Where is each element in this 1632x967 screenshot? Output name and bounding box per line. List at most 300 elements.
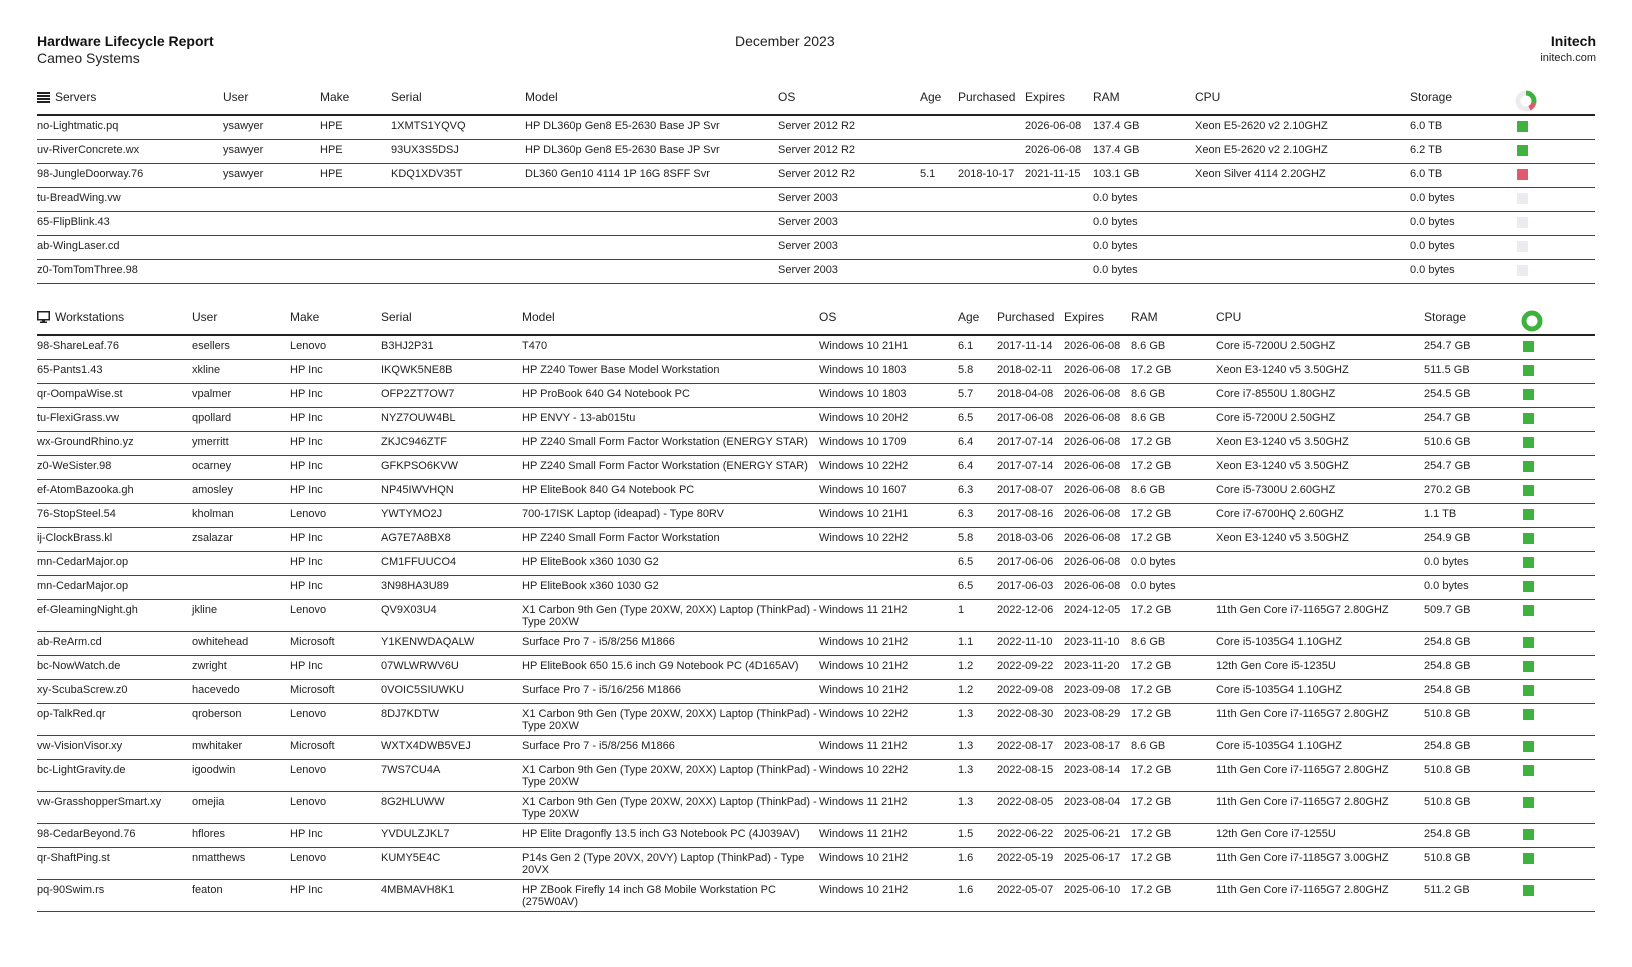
cell-age: [920, 260, 958, 284]
cell-user: owhitehead: [192, 632, 290, 656]
workstations-status-donut: [1521, 310, 1543, 332]
cell-status: [1510, 164, 1595, 188]
cell-user: ysawyer: [223, 140, 320, 164]
cell-model: [525, 260, 778, 284]
cell-model: HP ProBook 640 G4 Notebook PC: [522, 384, 819, 408]
cell-purchased: 2022-09-08: [997, 680, 1064, 704]
cell-os: [819, 552, 958, 576]
workstations-table: [37, 299, 1595, 912]
status-indicator: [1523, 557, 1534, 568]
cell-status: [1516, 880, 1595, 912]
cell-serial: 07WLWRWV6U: [381, 656, 522, 680]
cell-user: xkline: [192, 360, 290, 384]
status-indicator: [1517, 169, 1528, 180]
cell-cpu: Xeon E3-1240 v5 3.50GHZ: [1216, 456, 1424, 480]
cell-serial: B3HJ2P31: [381, 335, 522, 360]
cell-make: Lenovo: [290, 335, 381, 360]
cell-os: Windows 10 1803: [819, 360, 958, 384]
cell-storage: 254.7 GB: [1424, 335, 1516, 360]
cell-os: Windows 11 21H2: [819, 824, 958, 848]
cell-cpu: Core i5-7200U 2.50GHZ: [1216, 335, 1424, 360]
servers-section-title: Servers: [37, 79, 223, 115]
cell-serial: NP45IWVHQN: [381, 480, 522, 504]
cell-name: ab-ReArm.cd: [37, 632, 192, 656]
cell-serial: ZKJC946ZTF: [381, 432, 522, 456]
cell-age: 1.1: [958, 632, 997, 656]
cell-cpu: Xeon E5-2620 v2 2.10GHZ: [1195, 115, 1410, 140]
cell-user: nmatthews: [192, 848, 290, 880]
cell-name: no-Lightmatic.pq: [37, 115, 223, 140]
status-indicator: [1523, 829, 1534, 840]
cell-purchased: 2022-08-15: [997, 760, 1064, 792]
cell-ram: 17.2 GB: [1131, 528, 1216, 552]
cell-expires: 2026-06-08: [1064, 432, 1131, 456]
status-indicator: [1523, 797, 1534, 808]
cell-expires: 2026-06-08: [1064, 576, 1131, 600]
cell-expires: 2026-06-08: [1064, 528, 1131, 552]
cell-os: Windows 11 21H2: [819, 600, 958, 632]
cell-cpu: Core i5-1035G4 1.10GHZ: [1216, 632, 1424, 656]
cell-model: HP Elite Dragonfly 13.5 inch G3 Notebook PC (4J039AV): [522, 824, 819, 848]
cell-status: [1516, 408, 1595, 432]
col-purchased: Purchased: [958, 79, 1025, 115]
cell-age: [920, 188, 958, 212]
cell-ram: 0.0 bytes: [1093, 260, 1195, 284]
cell-name: ef-AtomBazooka.gh: [37, 480, 192, 504]
col-storage: Storage: [1424, 299, 1516, 335]
cell-name: z0-TomTomThree.98: [37, 260, 223, 284]
col-make: Make: [290, 299, 381, 335]
cell-cpu: Xeon E3-1240 v5 3.50GHZ: [1216, 528, 1424, 552]
cell-user: igoodwin: [192, 760, 290, 792]
cell-name: 98-CedarBeyond.76: [37, 824, 192, 848]
cell-model: X1 Carbon 9th Gen (Type 20XW, 20XX) Laptop (ThinkPad) - Type 20XW: [522, 600, 819, 632]
cell-name: uv-RiverConcrete.wx: [37, 140, 223, 164]
cell-age: 1.3: [958, 760, 997, 792]
cell-make: HP Inc: [290, 576, 381, 600]
cell-purchased: 2017-08-07: [997, 480, 1064, 504]
cell-user: ysawyer: [223, 164, 320, 188]
cell-storage: 0.0 bytes: [1424, 576, 1516, 600]
company-block: [1540, 33, 1596, 64]
cell-storage: 254.8 GB: [1424, 656, 1516, 680]
table-row: [37, 140, 1595, 164]
cell-expires: 2023-08-04: [1064, 792, 1131, 824]
cell-age: [920, 115, 958, 140]
cell-purchased: [958, 212, 1025, 236]
cell-purchased: [958, 236, 1025, 260]
cell-make: HP Inc: [290, 360, 381, 384]
cell-os: Windows 10 1803: [819, 384, 958, 408]
cell-age: 6.1: [958, 335, 997, 360]
cell-name: 98-ShareLeaf.76: [37, 335, 192, 360]
cell-os: Windows 10 22H2: [819, 760, 958, 792]
cell-ram: 8.6 GB: [1131, 632, 1216, 656]
cell-expires: 2023-08-17: [1064, 736, 1131, 760]
col-serial: Serial: [381, 299, 522, 335]
cell-status: [1516, 824, 1595, 848]
cell-expires: 2026-06-08: [1064, 335, 1131, 360]
cell-expires: [1025, 236, 1093, 260]
cell-cpu: Core i5-1035G4 1.10GHZ: [1216, 736, 1424, 760]
cell-model: T470: [522, 335, 819, 360]
cell-serial: 4MBMAVH8K1: [381, 880, 522, 912]
cell-make: [320, 260, 391, 284]
cell-storage: 0.0 bytes: [1410, 260, 1510, 284]
cell-age: [920, 236, 958, 260]
cell-ram: 17.2 GB: [1131, 600, 1216, 632]
cell-user: vpalmer: [192, 384, 290, 408]
cell-purchased: 2018-10-17: [958, 164, 1025, 188]
cell-storage: 0.0 bytes: [1410, 188, 1510, 212]
table-row: [37, 576, 1595, 600]
cell-make: Microsoft: [290, 736, 381, 760]
cell-ram: 17.2 GB: [1131, 360, 1216, 384]
col-cpu: CPU: [1195, 79, 1410, 115]
cell-expires: 2026-06-08: [1064, 504, 1131, 528]
table-row: [37, 212, 1595, 236]
cell-serial: Y1KENWDAQALW: [381, 632, 522, 656]
cell-storage: 6.0 TB: [1410, 115, 1510, 140]
cell-cpu: 11th Gen Core i7-1185G7 3.00GHZ: [1216, 848, 1424, 880]
table-row: [37, 432, 1595, 456]
cell-purchased: 2022-05-19: [997, 848, 1064, 880]
col-purchased: Purchased: [997, 299, 1064, 335]
cell-storage: 511.2 GB: [1424, 880, 1516, 912]
cell-os: Server 2012 R2: [778, 115, 920, 140]
cell-status: [1516, 528, 1595, 552]
cell-os: Server 2003: [778, 260, 920, 284]
cell-os: Windows 10 21H2: [819, 880, 958, 912]
cell-serial: 8G2HLUWW: [381, 792, 522, 824]
cell-serial: [391, 188, 525, 212]
cell-cpu: 12th Gen Core i5-1235U: [1216, 656, 1424, 680]
cell-name: 98-JungleDoorway.76: [37, 164, 223, 188]
cell-status: [1510, 212, 1595, 236]
table-row: [37, 504, 1595, 528]
cell-storage: 510.8 GB: [1424, 760, 1516, 792]
cell-ram: 17.2 GB: [1131, 704, 1216, 736]
cell-name: wx-GroundRhino.yz: [37, 432, 192, 456]
cell-age: 6.3: [958, 504, 997, 528]
cell-serial: AG7E7A8BX8: [381, 528, 522, 552]
cell-expires: 2023-08-14: [1064, 760, 1131, 792]
cell-storage: 254.9 GB: [1424, 528, 1516, 552]
cell-make: HP Inc: [290, 480, 381, 504]
cell-os: Windows 10 22H2: [819, 456, 958, 480]
cell-model: HP DL360p Gen8 E5-2630 Base JP Svr: [525, 140, 778, 164]
cell-age: 6.5: [958, 552, 997, 576]
cell-expires: 2023-09-08: [1064, 680, 1131, 704]
cell-ram: 8.6 GB: [1131, 408, 1216, 432]
cell-serial: QV9X03U4: [381, 600, 522, 632]
cell-storage: 510.8 GB: [1424, 848, 1516, 880]
cell-os: Windows 10 22H2: [819, 704, 958, 736]
cell-user: omejia: [192, 792, 290, 824]
col-os: OS: [778, 79, 920, 115]
cell-model: [525, 236, 778, 260]
cell-serial: 7WS7CU4A: [381, 760, 522, 792]
cell-ram: 17.2 GB: [1131, 656, 1216, 680]
status-indicator: [1523, 461, 1534, 472]
cell-storage: 1.1 TB: [1424, 504, 1516, 528]
cell-name: qr-OompaWise.st: [37, 384, 192, 408]
cell-make: [320, 188, 391, 212]
table-row: [37, 360, 1595, 384]
cell-expires: 2026-06-08: [1064, 384, 1131, 408]
cell-status: [1510, 115, 1595, 140]
cell-os: Server 2012 R2: [778, 140, 920, 164]
report-header: [37, 33, 214, 66]
cell-purchased: 2017-06-03: [997, 576, 1064, 600]
cell-cpu: Core i5-1035G4 1.10GHZ: [1216, 680, 1424, 704]
cell-name: bc-LightGravity.de: [37, 760, 192, 792]
cell-model: X1 Carbon 9th Gen (Type 20XW, 20XX) Laptop (ThinkPad) - Type 20XW: [522, 704, 819, 736]
cell-cpu: 11th Gen Core i7-1165G7 2.80GHZ: [1216, 600, 1424, 632]
cell-user: zwright: [192, 656, 290, 680]
cell-age: 1.6: [958, 848, 997, 880]
cell-model: P14s Gen 2 (Type 20VX, 20VY) Laptop (ThinkPad) - Type 20VX: [522, 848, 819, 880]
cell-user: jkline: [192, 600, 290, 632]
servers-status-donut: [1515, 90, 1537, 112]
table-row: [37, 760, 1595, 792]
status-indicator: [1523, 533, 1534, 544]
cell-storage: 510.6 GB: [1424, 432, 1516, 456]
status-indicator: [1523, 661, 1534, 672]
cell-name: vw-GrasshopperSmart.xy: [37, 792, 192, 824]
cell-purchased: 2022-08-17: [997, 736, 1064, 760]
cell-age: 5.8: [958, 360, 997, 384]
cell-purchased: [958, 140, 1025, 164]
cell-serial: YWTYMO2J: [381, 504, 522, 528]
col-ram: RAM: [1131, 299, 1216, 335]
cell-user: ymerritt: [192, 432, 290, 456]
cell-age: [920, 140, 958, 164]
cell-expires: 2024-12-05: [1064, 600, 1131, 632]
col-age: Age: [920, 79, 958, 115]
cell-model: Surface Pro 7 - i5/8/256 M1866: [522, 736, 819, 760]
table-row: [37, 528, 1595, 552]
col-age: Age: [958, 299, 997, 335]
cell-expires: [1025, 260, 1093, 284]
cell-ram: 0.0 bytes: [1093, 188, 1195, 212]
cell-age: 6.5: [958, 576, 997, 600]
cell-status: [1516, 504, 1595, 528]
table-row: [37, 456, 1595, 480]
col-ram: RAM: [1093, 79, 1195, 115]
cell-cpu: [1195, 260, 1410, 284]
cell-name: bc-NowWatch.de: [37, 656, 192, 680]
cell-expires: 2026-06-08: [1064, 360, 1131, 384]
cell-status: [1516, 576, 1595, 600]
workstations-header-row: [37, 299, 1595, 335]
cell-age: 6.5: [958, 408, 997, 432]
status-indicator: [1523, 709, 1534, 720]
col-storage: Storage: [1410, 79, 1510, 115]
cell-ram: 103.1 GB: [1093, 164, 1195, 188]
status-indicator: [1517, 145, 1528, 156]
cell-name: mn-CedarMajor.op: [37, 552, 192, 576]
cell-cpu: 11th Gen Core i7-1165G7 2.80GHZ: [1216, 880, 1424, 912]
cell-age: 6.3: [958, 480, 997, 504]
table-row: [37, 164, 1595, 188]
col-user: User: [223, 79, 320, 115]
status-indicator: [1523, 765, 1534, 776]
cell-status: [1516, 760, 1595, 792]
cell-user: amosley: [192, 480, 290, 504]
donut-segment-ok: [1524, 313, 1540, 329]
cell-expires: [1025, 212, 1093, 236]
cell-serial: CM1FFUUCO4: [381, 552, 522, 576]
cell-make: Lenovo: [290, 504, 381, 528]
cell-age: 1.2: [958, 656, 997, 680]
cell-serial: GFKPSO6KVW: [381, 456, 522, 480]
cell-model: Surface Pro 7 - i5/8/256 M1866: [522, 632, 819, 656]
cell-cpu: Core i5-7300U 2.60GHZ: [1216, 480, 1424, 504]
table-row: [37, 260, 1595, 284]
cell-make: Lenovo: [290, 848, 381, 880]
cell-serial: 1XMTS1YQVQ: [391, 115, 525, 140]
cell-user: zsalazar: [192, 528, 290, 552]
cell-make: Lenovo: [290, 600, 381, 632]
cell-purchased: 2018-02-11: [997, 360, 1064, 384]
cell-expires: 2021-11-15: [1025, 164, 1093, 188]
cell-status: [1516, 792, 1595, 824]
servers-status-chart-cell: [1510, 79, 1595, 115]
client-name: Cameo Systems: [37, 50, 140, 66]
cell-expires: 2023-11-20: [1064, 656, 1131, 680]
cell-cpu: [1195, 236, 1410, 260]
cell-age: 1.2: [958, 680, 997, 704]
cell-user: qroberson: [192, 704, 290, 736]
cell-purchased: 2017-07-14: [997, 432, 1064, 456]
cell-model: HP EliteBook 840 G4 Notebook PC: [522, 480, 819, 504]
cell-purchased: 2022-11-10: [997, 632, 1064, 656]
cell-os: Windows 10 1607: [819, 480, 958, 504]
cell-purchased: [958, 115, 1025, 140]
table-row: [37, 824, 1595, 848]
cell-purchased: 2022-12-06: [997, 600, 1064, 632]
cell-storage: 509.7 GB: [1424, 600, 1516, 632]
cell-age: 5.7: [958, 384, 997, 408]
col-user: User: [192, 299, 290, 335]
cell-os: Windows 10 21H2: [819, 848, 958, 880]
cell-expires: 2025-06-17: [1064, 848, 1131, 880]
cell-os: Windows 10 21H1: [819, 335, 958, 360]
cell-serial: 8DJ7KDTW: [381, 704, 522, 736]
cell-name: z0-WeSister.98: [37, 456, 192, 480]
servers-table: [37, 79, 1595, 284]
cell-status: [1516, 384, 1595, 408]
cell-expires: 2023-11-10: [1064, 632, 1131, 656]
cell-ram: 17.2 GB: [1131, 504, 1216, 528]
status-indicator: [1517, 217, 1528, 228]
cell-model: HP EliteBook 650 15.6 inch G9 Notebook PC (4D165AV): [522, 656, 819, 680]
cell-storage: 254.7 GB: [1424, 408, 1516, 432]
cell-status: [1516, 480, 1595, 504]
cell-status: [1510, 188, 1595, 212]
company-website: initech.com: [1540, 52, 1596, 64]
col-make: Make: [320, 79, 391, 115]
table-row: [37, 680, 1595, 704]
cell-name: ab-WingLaser.cd: [37, 236, 223, 260]
table-row: [37, 736, 1595, 760]
cell-cpu: Xeon E3-1240 v5 3.50GHZ: [1216, 360, 1424, 384]
cell-cpu: [1216, 552, 1424, 576]
cell-name: 65-Pants1.43: [37, 360, 192, 384]
cell-serial: NYZ7OUW4BL: [381, 408, 522, 432]
status-indicator: [1523, 685, 1534, 696]
cell-serial: KUMY5E4C: [381, 848, 522, 880]
cell-os: Windows 10 21H2: [819, 632, 958, 656]
cell-make: HP Inc: [290, 656, 381, 680]
cell-cpu: 11th Gen Core i7-1165G7 2.80GHZ: [1216, 760, 1424, 792]
cell-purchased: 2022-09-22: [997, 656, 1064, 680]
cell-model: DL360 Gen10 4114 1P 16G 8SFF Svr: [525, 164, 778, 188]
cell-serial: YVDULZJKL7: [381, 824, 522, 848]
cell-model: Surface Pro 7 - i5/16/256 M1866: [522, 680, 819, 704]
cell-serial: KDQ1XDV35T: [391, 164, 525, 188]
cell-purchased: 2022-05-07: [997, 880, 1064, 912]
cell-purchased: 2017-06-06: [997, 552, 1064, 576]
table-row: [37, 188, 1595, 212]
status-indicator: [1523, 365, 1534, 376]
cell-name: 76-StopSteel.54: [37, 504, 192, 528]
cell-status: [1516, 656, 1595, 680]
cell-user: qpollard: [192, 408, 290, 432]
cell-ram: 137.4 GB: [1093, 140, 1195, 164]
cell-age: 1.3: [958, 704, 997, 736]
cell-user: [192, 576, 290, 600]
status-indicator: [1523, 605, 1534, 616]
cell-model: HP ENVY - 13-ab015tu: [522, 408, 819, 432]
cell-cpu: 11th Gen Core i7-1165G7 2.80GHZ: [1216, 704, 1424, 736]
cell-model: HP DL360p Gen8 E5-2630 Base JP Svr: [525, 115, 778, 140]
cell-ram: 0.0 bytes: [1131, 552, 1216, 576]
cell-ram: 0.0 bytes: [1093, 236, 1195, 260]
cell-user: hacevedo: [192, 680, 290, 704]
cell-purchased: 2017-08-16: [997, 504, 1064, 528]
cell-name: pq-90Swim.rs: [37, 880, 192, 912]
table-row: [37, 552, 1595, 576]
cell-model: 700-17ISK Laptop (ideapad) - Type 80RV: [522, 504, 819, 528]
cell-make: HPE: [320, 140, 391, 164]
status-indicator: [1517, 265, 1528, 276]
cell-user: esellers: [192, 335, 290, 360]
cell-expires: 2026-06-08: [1064, 456, 1131, 480]
cell-status: [1516, 432, 1595, 456]
cell-user: hflores: [192, 824, 290, 848]
cell-status: [1516, 335, 1595, 360]
cell-model: HP ZBook Firefly 14 inch G8 Mobile Workstation PC (275W0AV): [522, 880, 819, 912]
cell-storage: 254.8 GB: [1424, 824, 1516, 848]
cell-make: HPE: [320, 115, 391, 140]
cell-model: HP Z240 Small Form Factor Workstation (ENERGY STAR): [522, 456, 819, 480]
cell-name: tu-BreadWing.vw: [37, 188, 223, 212]
cell-storage: 510.8 GB: [1424, 792, 1516, 824]
status-indicator: [1523, 853, 1534, 864]
cell-storage: 254.8 GB: [1424, 680, 1516, 704]
server-list-icon: [37, 92, 50, 103]
cell-purchased: 2017-07-14: [997, 456, 1064, 480]
cell-user: [223, 212, 320, 236]
cell-os: Windows 10 20H2: [819, 408, 958, 432]
cell-status: [1516, 848, 1595, 880]
cell-user: featon: [192, 880, 290, 912]
cell-name: xy-ScubaScrew.z0: [37, 680, 192, 704]
monitor-icon: [37, 311, 50, 323]
cell-serial: 0VOIC5SIUWKU: [381, 680, 522, 704]
